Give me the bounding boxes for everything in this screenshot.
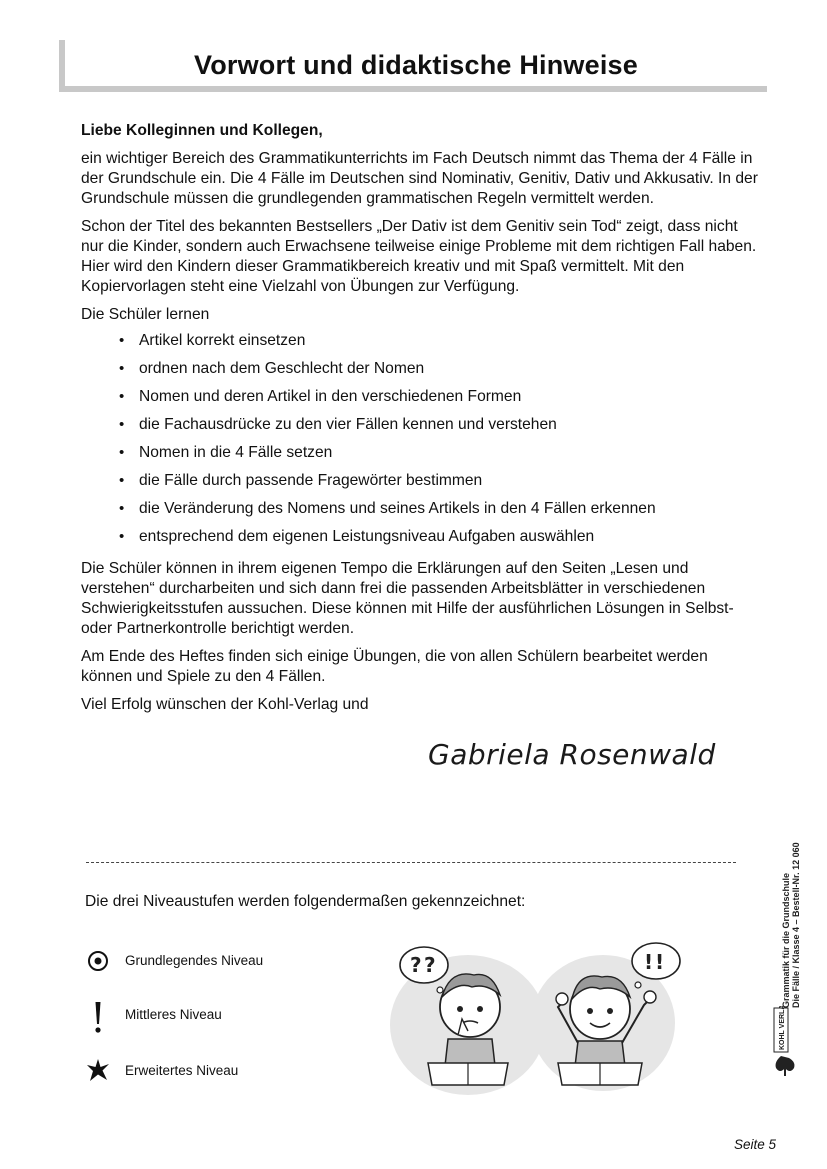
side-line-order: Die Fälle / Klasse 4 – Bestell-Nr. 12 060 (791, 842, 801, 1008)
list-item: • Artikel korrekt einsetzen (119, 327, 761, 355)
list-item: • Nomen in die 4 Fälle setzen (119, 439, 761, 467)
closing-line: Viel Erfolg wünschen der Kohl-Verlag und (81, 696, 369, 713)
page-number: Seite 5 (734, 1137, 777, 1152)
svg-text:?: ? (410, 953, 422, 977)
children-illustration (388, 935, 688, 1100)
title-box (59, 40, 767, 92)
salutation: Liebe Kolleginnen und Kollegen, (81, 122, 323, 139)
paragraph-intro: ein wichtiger Bereich des Grammatikunterrichts im Fach Deutsch nimmt das Thema der 4 Fälle in der Grundschule ein. Die 4 Fälle im Deutschen sind Nominativ, Genitiv, Dativ und Akkusativ. In der Grundschule müssen die grundlegenden grammatischen Regeln vermittelt werden. (81, 150, 758, 207)
levels-intro: Die drei Niveaustufen werden folgendermaßen gekennzeichnet: (85, 893, 526, 910)
paragraph-tempo: Die Schüler können in ihrem eigenen Tempo die Erklärungen auf den Seiten „Lesen und verstehen“ durcharbeiten und sich dann frei die passenden Arbeitsblätter in verschiedenen Schwierigkeitsstufen aussuchen. Diese können mit Hilfe der ausführlichen Lösungen in Selbst- oder Partnerkontrolle berichtigt werden. (81, 560, 734, 637)
list-item: • ordnen nach dem Geschlecht der Nomen (119, 355, 761, 383)
svg-text:?: ? (424, 953, 436, 977)
page-title: Vorwort und didaktische Hinweise (194, 50, 638, 80)
list-item: • die Veränderung des Nomens und seines Artikels in den 4 Fällen erkennen (119, 495, 761, 523)
svg-text:!: ! (655, 950, 665, 974)
svg-text:KOHL VERLAG: KOHL VERLAG (779, 1006, 786, 1050)
svg-text:!: ! (644, 950, 654, 974)
signature: Gabriela Rosenwald (428, 738, 716, 771)
side-line-title: Grammatik für die Grundschule (781, 872, 791, 1008)
exclamation-icon (85, 1000, 111, 1028)
list-item: • die Fälle durch passende Fragewörter bestimmen (119, 467, 761, 495)
list-item: • Nomen und deren Artikel in den verschiedenen Formen (119, 383, 761, 411)
side-publication-info (781, 842, 801, 1008)
learning-goals-list (81, 327, 761, 551)
list-item: • die Fachausdrücke zu den vier Fällen kennen und verstehen (119, 411, 761, 439)
list-intro: Die Schüler lernen (81, 306, 210, 323)
list-item: • entsprechend dem eigenen Leistungsniveau Aufgaben auswählen (119, 523, 761, 551)
dashed-divider (86, 862, 736, 863)
circle-dot-icon (85, 946, 111, 974)
paragraph-bestseller: Schon der Titel des bekannten Bestsellers „Der Dativ ist dem Genitiv sein Tod“ zeigt, dass nicht nur die Kinder, sondern auch Erwachsene teilweise einige Probleme mit dem richtigen Fall haben. Hier wird den Kindern dieser Grammatikbereich kreativ und mit Spaß vermittelt. Mit den Kopiervorlagen steht eine Vielzahl von Übungen zur Verfügung. (81, 218, 757, 295)
level-label: Mittleres Niveau (125, 1007, 222, 1022)
star-icon (85, 1056, 111, 1084)
level-label: Erweitertes Niveau (125, 1063, 239, 1078)
level-label: Grundlegendes Niveau (125, 953, 264, 968)
letter-body (81, 121, 761, 723)
publisher-logo (772, 1006, 798, 1083)
paragraph-end: Am Ende des Heftes finden sich einige Übungen, die von allen Schülern bearbeitet werden können und Spiele zu den 4 Fällen. (81, 648, 708, 685)
